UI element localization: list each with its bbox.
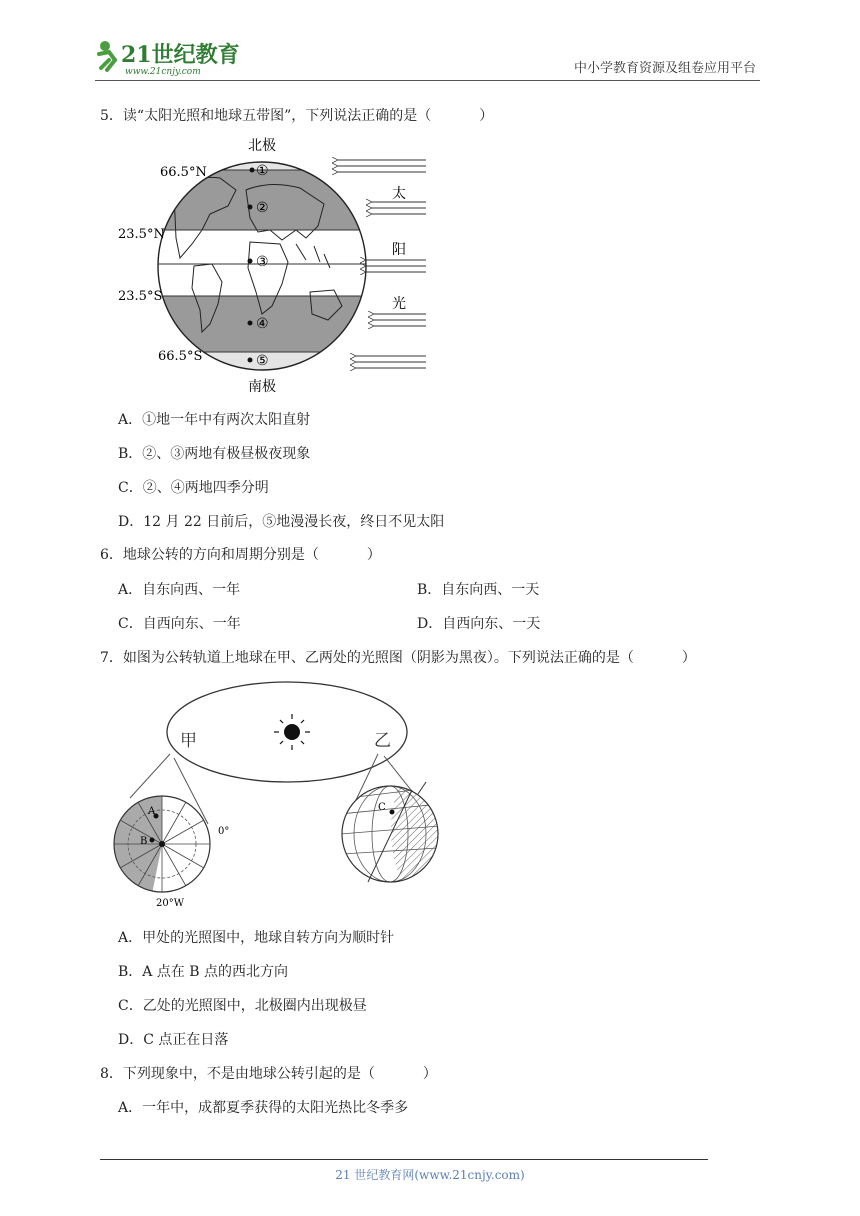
- sun-char-3: 光: [392, 296, 406, 312]
- q5-option-c[interactable]: C．②、④两地四季分明: [118, 480, 269, 496]
- header-platform-text: 中小学教育资源及组卷应用平台: [573, 61, 756, 76]
- q7-option-c[interactable]: C．乙处的光照图中，北极圈内出现极昼: [118, 998, 367, 1014]
- question-8-stem: [100, 1064, 437, 1084]
- q6-option-a[interactable]: A．自东向西、一年: [118, 582, 241, 598]
- q6-option-d[interactable]: D．自西向东、一天: [417, 616, 541, 632]
- q6-option-c[interactable]: C．自西向东、一年: [118, 616, 241, 632]
- position-yi-label: 乙: [374, 731, 391, 751]
- lat-66n-label: 66.5°N: [160, 165, 207, 180]
- zone-3-mark: ③: [256, 254, 269, 270]
- footer-text[interactable]: 21 世纪教育网(www.21cnjy.com): [335, 1168, 525, 1182]
- sun-char-2: 阳: [392, 242, 406, 258]
- question-6-end: ）: [366, 547, 381, 563]
- question-6-stem: [100, 545, 381, 565]
- question-5-stem: [100, 106, 493, 126]
- south-pole-label: 南极: [248, 379, 276, 395]
- sun-char-1: 太: [392, 186, 406, 202]
- question-6-text: 6．地球公转的方向和周期分别是（: [100, 547, 319, 563]
- orbit-illumination-figure: [112, 674, 452, 914]
- lat-23s-label: 23.5°S: [118, 289, 163, 304]
- page-header: [95, 34, 760, 81]
- question-5-text: 5．读“太阳光照和地球五带图”，下列说法正确的是（: [100, 108, 432, 124]
- q6-option-b[interactable]: B．自东向西、一天: [417, 582, 540, 598]
- question-8-text: 8．下列现象中，不是由地球公转引起的是（: [100, 1066, 375, 1082]
- sunlight-five-zones-figure: [110, 134, 440, 400]
- north-pole-label: 北极: [248, 138, 276, 154]
- question-8-end: ）: [422, 1066, 437, 1082]
- q8-option-a[interactable]: A．一年中，成都夏季获得的太阳光热比冬季多: [118, 1100, 409, 1116]
- question-7-text: 7．如图为公转轨道上地球在甲、乙两处的光照图（阴影为黑夜）。下列说法正确的是（: [100, 650, 634, 666]
- q7-option-a[interactable]: A．甲处的光照图中，地球自转方向为顺时针: [118, 930, 395, 946]
- zone-1-mark: ①: [256, 163, 269, 179]
- zone-4-mark: ④: [256, 316, 269, 332]
- lat-23n-label: 23.5°N: [118, 227, 165, 242]
- q5-option-d[interactable]: D．12 月 22 日前后，⑤地漫漫长夜，终日不见太阳: [118, 514, 445, 530]
- point-c-label: C: [378, 802, 386, 813]
- 21cnjy-logo: [95, 34, 265, 78]
- question-7-stem: [100, 648, 696, 668]
- q5-option-a[interactable]: A．①地一年中有两次太阳直射: [118, 412, 311, 428]
- zone-2-mark: ②: [256, 200, 269, 216]
- question-5-end: ）: [479, 108, 494, 124]
- zone-5-mark: ⑤: [256, 353, 269, 369]
- point-a-label: A: [148, 806, 156, 817]
- lat-66s-label: 66.5°S: [158, 349, 203, 364]
- meridian-0-label: 0°: [218, 826, 230, 837]
- position-jia-label: 甲: [180, 731, 197, 751]
- question-7-end: ）: [681, 650, 696, 666]
- logo-text: 21世纪教育: [121, 42, 240, 68]
- meridian-20w-label: 20°W: [156, 898, 185, 909]
- q5-option-b[interactable]: B．②、③两地有极昼极夜现象: [118, 446, 311, 462]
- footer-divider: [100, 1159, 708, 1160]
- q7-option-b[interactable]: B．A 点在 B 点的西北方向: [118, 964, 289, 980]
- logo-url: www.21cnjy.com: [125, 67, 201, 77]
- point-b-label: B: [140, 836, 148, 847]
- q7-option-d[interactable]: D．C 点正在日落: [118, 1032, 229, 1048]
